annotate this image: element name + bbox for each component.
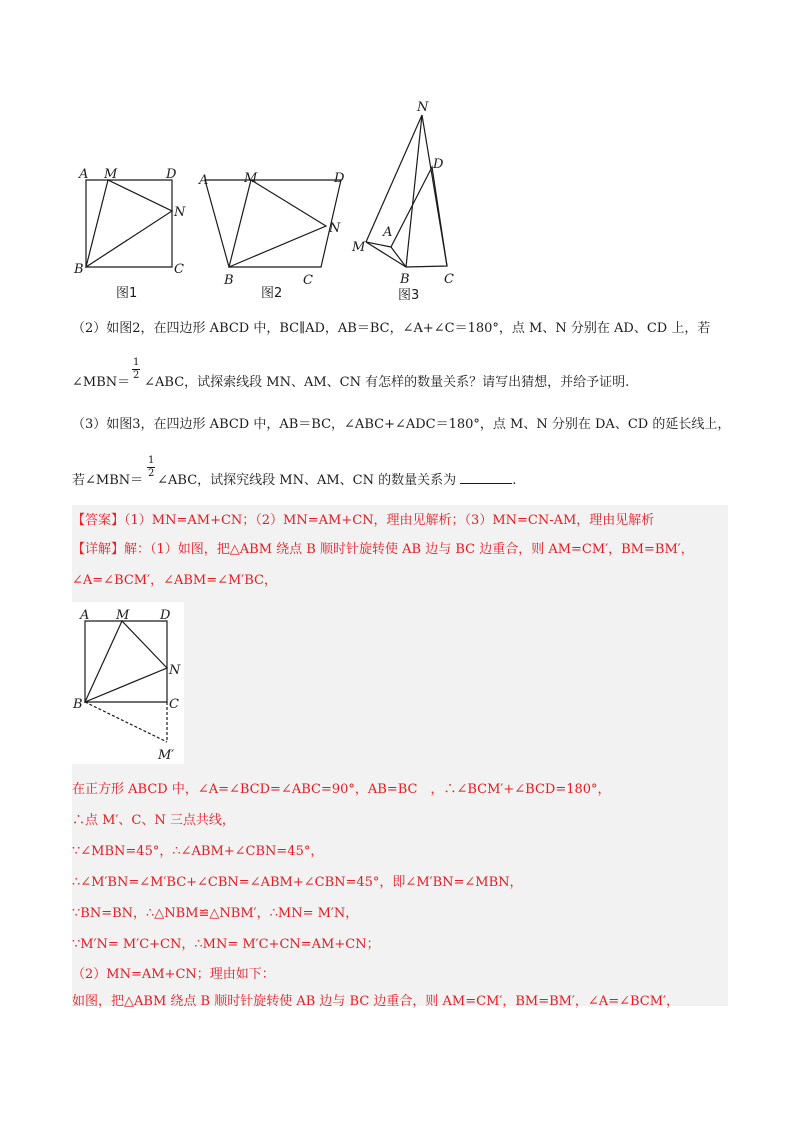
q2-line2-pre: ∠MBN＝: [72, 375, 131, 390]
answer-fig-label-B: B: [73, 697, 83, 712]
detail-line2: ∠A=∠BCM′，∠ABM=∠M′BC，: [72, 573, 278, 588]
fig2-label-A: A: [199, 173, 209, 188]
detail-step-4: ∴∠M′BN=∠M′BC+∠CBN=∠ABM+∠CBN=45°，即∠M′BN=∠MBN，: [72, 875, 523, 890]
detail-step-6: ∵M′N= M′C+CN，∴MN= M′C+CN=AM+CN；: [72, 937, 380, 952]
fig2-label-D: D: [334, 171, 345, 186]
detail-text1: 解：（1）如图，把△ABM 绕点 B 顺时针旋转使 AB 边与 BC 边重合，则 AM=CM′，BM=BM′，: [124, 542, 694, 557]
q2-line1: （2）如图2，在四边形 ABCD 中，BC∥AD，AB＝BC，∠A+∠C＝180°，点 M、N 分别在 AD、CD 上，若: [72, 321, 711, 336]
fig3-line-MN: [366, 115, 422, 242]
q2-frac-den: 2: [133, 370, 140, 381]
detail-line1: [72, 540, 694, 560]
fig1-square: [86, 180, 172, 267]
q2-frac-num: 1: [133, 357, 140, 368]
detail-step-2: ∴点 M′、C、N 三点共线，: [72, 813, 235, 828]
q3-frac-num: 1: [148, 455, 155, 466]
answer-fig-label-A: A: [80, 608, 90, 623]
fig1-label-N: N: [174, 205, 186, 220]
answer-fig-label-M: M: [116, 608, 130, 623]
fig1-triangle: [86, 180, 172, 267]
fig1-label-M: M: [104, 167, 118, 182]
answer-fig-label-D: D: [160, 608, 171, 623]
detail-step-1: 在正方形 ABCD 中，∠A=∠BCD=∠ABC=90°，AB=BC ，∴∠BCM′+∠BCD=180°，: [72, 782, 611, 797]
detail-step-7: （2）MN=AM+CN；理由如下：: [72, 967, 275, 982]
answer-line: [72, 511, 654, 531]
q3-line1: （3）如图3，在四边形 ABCD 中，AB＝BC，∠ABC+∠ADC＝180°，点 M、N 分别在 DA、CD 的延长线上，: [72, 417, 731, 432]
fig3-label-N: N: [417, 100, 429, 115]
answer-text: （1）MN=AM+CN；（2）MN=AM+CN，理由见解析；（3）MN=CN-AM，理由见解析: [124, 513, 655, 528]
q3-line2-post: ∠ABC，试探究线段 MN、AM、CN 的数量关系为: [157, 473, 457, 488]
fig3-label-A: A: [383, 225, 393, 240]
detail-step-5: ∵BN=BN，∴△NBM≌△NBM′，∴MN= M′N，: [72, 906, 359, 921]
fig3-label-D: D: [433, 157, 444, 172]
fig1-label-C: C: [174, 262, 184, 277]
fig3-caption: 图3: [398, 288, 420, 303]
detail-step-3: ∵∠MBN=45°，∴∠ABM+∠CBN=45°，: [72, 844, 324, 859]
fig2-label-M: M: [244, 171, 258, 186]
fig3-label-C: C: [444, 272, 454, 287]
fig2-label-N: N: [329, 221, 341, 236]
fig2-triangle: [229, 180, 326, 267]
q3-line2: [72, 468, 517, 491]
fig3-label-B: B: [400, 272, 410, 287]
answer-fig-label-C: C: [169, 697, 179, 712]
fig2-caption: 图2: [261, 286, 283, 301]
fig3-line-NC: [422, 115, 447, 266]
fig3-label-M: M: [352, 240, 366, 255]
figures-diagram: [0, 90, 800, 305]
fig1-label-D: D: [166, 167, 177, 182]
fig1-caption: 图1: [116, 286, 138, 301]
fig1-label-B: B: [74, 262, 84, 277]
answer-tag: 【答案】: [72, 513, 125, 528]
q3-frac-den: 2: [148, 468, 155, 479]
answer-fig-label-Mp: M′: [158, 748, 175, 763]
answer-fig-label-N: N: [169, 663, 181, 678]
detail-step-8: 如图，把△ABM 绕点 B 顺时针旋转使 AB 边与 BC 边重合，则 AM=CM′，BM=BM′，∠A=∠BCM′，: [72, 994, 679, 1009]
q2-line2-post: ∠ABC，试探索线段 MN、AM、CN 有怎样的数量关系？请写出猜想，并给予证明.: [144, 375, 630, 390]
q2-line2: [72, 370, 630, 393]
answer-figure: [72, 602, 184, 764]
fig2-label-B: B: [224, 273, 234, 288]
fig2-label-C: C: [303, 273, 313, 288]
detail-tag: 【详解】: [72, 542, 125, 557]
fig1-label-A: A: [79, 167, 89, 182]
q3-answer-blank: [460, 471, 512, 484]
q3-line2-pre: 若∠MBN＝: [72, 473, 144, 488]
q3-line2-end: .: [512, 473, 517, 488]
